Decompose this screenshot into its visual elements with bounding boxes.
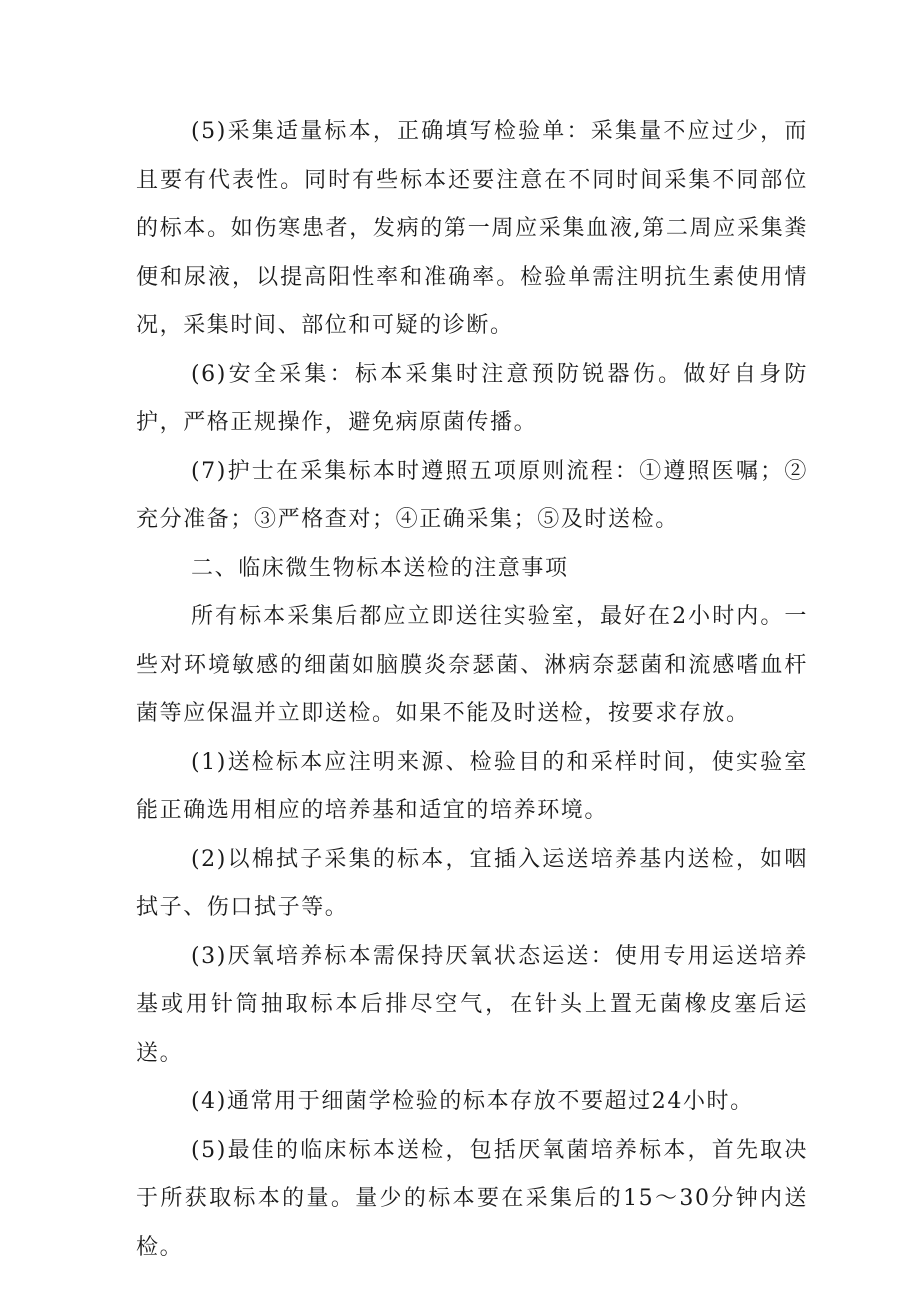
paragraph-anaerobic-transport: (3)厌氧培养标本需保持厌氧状态运送：使用专用运送培养基或用针筒抽取标本后排尽空气，在针头上置无菌橡皮塞后运送。 <box>136 943 808 1066</box>
paragraph-best-practice: (5)最佳的临床标本送检，包括厌氧菌培养标本，首先取决于所获取标本的量。量少的标本要在采集后的15～30分钟内送检。 <box>136 1137 808 1260</box>
paragraph-label-specimen: (1)送检标本应注明来源、检验目的和采样时间，使实验室能正确选用相应的培养基和适宜的培养环境。 <box>136 749 808 823</box>
paragraph-five-principles: (7)护士在采集标本时遵照五项原则流程：①遵照医嘱；②充分准备；③严格查对；④正确采集；⑤及时送检。 <box>136 458 808 532</box>
section-heading-transport: 二、临床微生物标本送检的注意事项 <box>191 555 569 581</box>
paragraph-transport-intro: 所有标本采集后都应立即送往实验室，最好在2小时内。一些对环境敏感的细菌如脑膜炎奈瑟菌、淋病奈瑟菌和流感嗜血杆菌等应保温并立即送检。如果不能及时送检，按要求存放。 <box>136 604 808 726</box>
paragraph-specimen-quantity: (5)采集适量标本，正确填写检验单：采集量不应过少，而且要有代表性。同时有些标本还要注意在不同时间采集不同部位的标本。如伤寒患者，发病的第一周应采集血液,第二周应采集粪便和尿液，以提高阳性率和准确率。检验单需注明抗生素使用情况，采集时间、部位和可疑的诊断。 <box>136 119 808 338</box>
paragraph-safe-collection: (6)安全采集：标本采集时注意预防锐器伤。做好自身防护，严格正规操作，避免病原菌传播。 <box>136 361 808 435</box>
paragraph-storage-limit: (4)通常用于细菌学检验的标本存放不要超过24小时。 <box>191 1089 754 1114</box>
document-body <box>136 108 808 1272</box>
paragraph-swab-specimen: (2)以棉拭子采集的标本，宜插入运送培养基内送检，如咽拭子、伤口拭子等。 <box>136 846 808 920</box>
